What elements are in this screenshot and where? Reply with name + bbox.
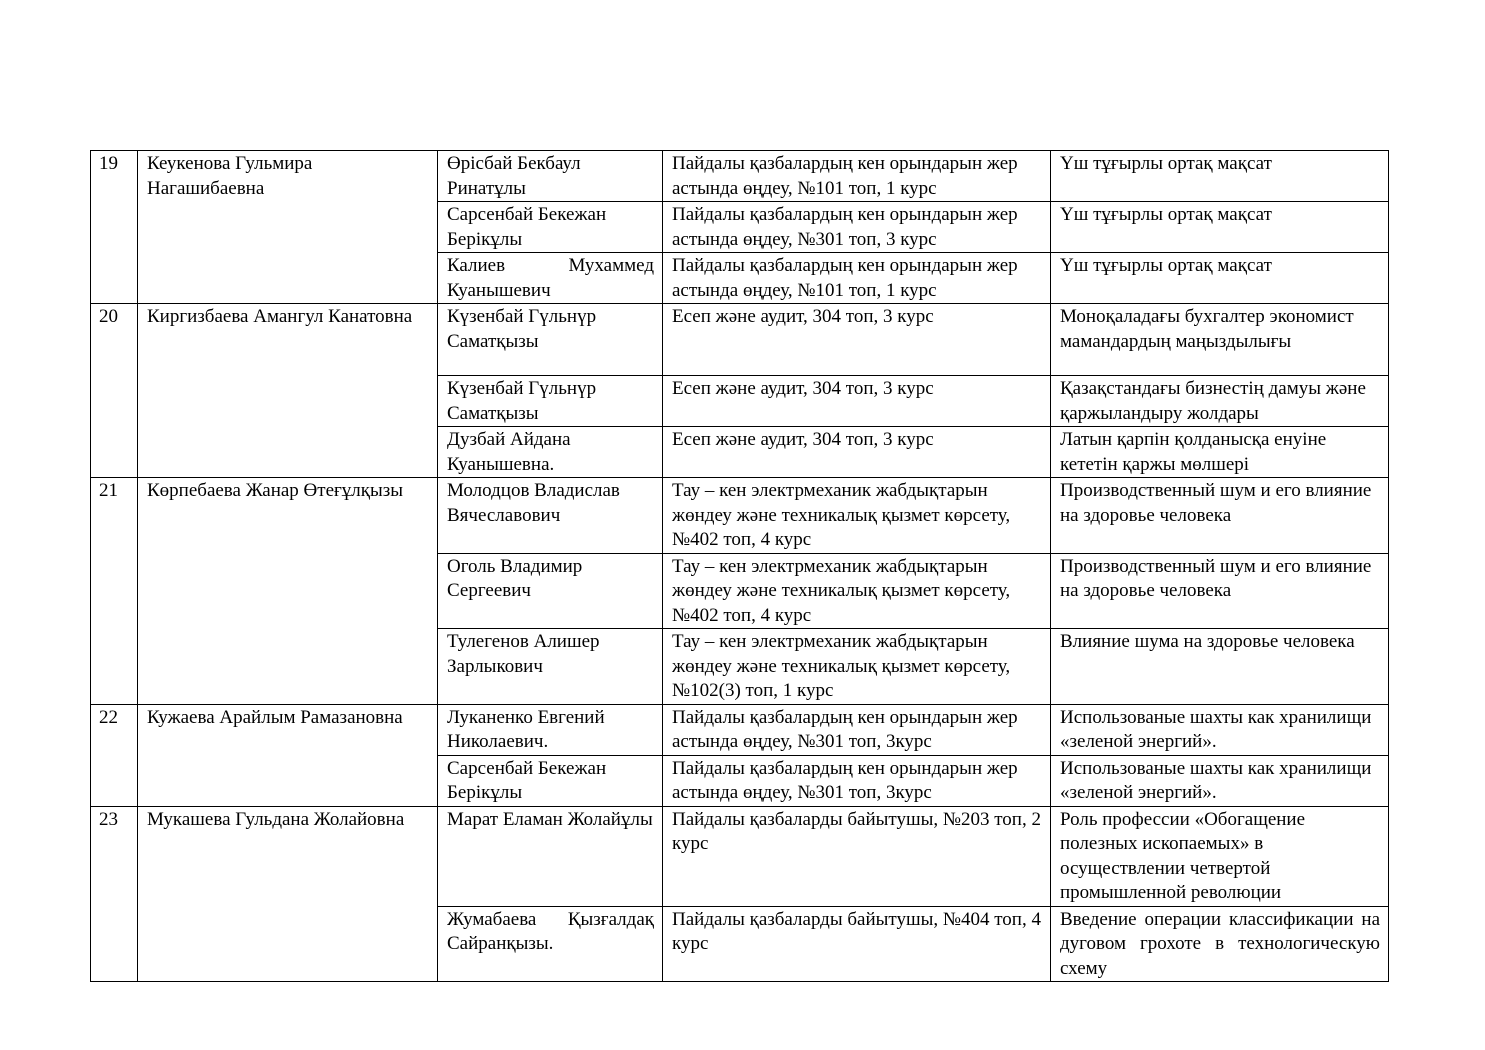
topic-cell: Производственный шум и его влияние на здоровье человека xyxy=(1051,553,1389,629)
topic-cell: Использованые шахты как хранилищи «зеленой энергий». xyxy=(1051,704,1389,755)
row-number: 21 xyxy=(91,478,138,705)
program-cell: Пайдалы қазбаларды байытушы, №404 топ, 4 курс xyxy=(663,906,1051,982)
assignment-table xyxy=(90,150,1389,982)
student-name: Молодцов Владислав Вячеславович xyxy=(438,478,663,554)
student-name: Күзенбай Гүльнүр Саматқызы xyxy=(438,376,663,427)
student-name: Оголь Владимир Сергеевич xyxy=(438,553,663,629)
topic-cell: Введение операции классификации на дуговом грохоте в технологическую схему xyxy=(1051,906,1389,982)
supervisor-name: Кеукенова Гульмира Нагашибаевна xyxy=(138,151,438,304)
program-cell: Тау – кен электрмеханик жабдықтарын жөндеу және техникалық қызмет көрсету, №402 топ, 4 курс xyxy=(663,553,1051,629)
student-name: Өрісбай Бекбаул Ринатұлы xyxy=(438,151,663,202)
student-name: Марат Еламан Жолайұлы xyxy=(438,806,663,906)
topic-cell: Үш тұғырлы ортақ мақсат xyxy=(1051,253,1389,304)
program-cell: Пайдалы қазбалардың кен орындарын жер астында өңдеу, №101 топ, 1 курс xyxy=(663,253,1051,304)
student-name: Калиев Мухаммед Куанышевич xyxy=(438,253,663,304)
topic-cell: Использованые шахты как хранилищи «зеленой энергий». xyxy=(1051,755,1389,806)
topic-cell: Қазақстандағы бизнестің дамуы және қаржыландыру жолдары xyxy=(1051,376,1389,427)
student-name: Луканенко Евгений Николаевич. xyxy=(438,704,663,755)
table-row xyxy=(91,304,1389,376)
row-number: 19 xyxy=(91,151,138,304)
supervisor-name: Көрпебаева Жанар Өтеғұлқызы xyxy=(138,478,438,705)
program-cell: Тау – кен электрмеханик жабдықтарын жөндеу және техникалық қызмет көрсету, №102(3) топ, 1 курс xyxy=(663,629,1051,705)
program-cell: Пайдалы қазбалардың кен орындарын жер астында өңдеу, №301 топ, 3курс xyxy=(663,755,1051,806)
topic-cell: Моноқаладағы бухгалтер экономист мамандардың маңыздылығы xyxy=(1051,304,1389,376)
topic-cell: Үш тұғырлы ортақ мақсат xyxy=(1051,151,1389,202)
table-row xyxy=(91,806,1389,906)
topic-cell: Латын қарпін қолданысқа енуіне кететін қаржы мөлшері xyxy=(1051,427,1389,478)
student-name: Күзенбай Гүльнүр Саматқызы xyxy=(438,304,663,376)
table-row xyxy=(91,704,1389,755)
row-number: 23 xyxy=(91,806,138,982)
student-name: Сарсенбай Бекежан Берікұлы xyxy=(438,755,663,806)
topic-cell: Роль профессии «Обогащение полезных ископаемых» в осуществлении четвертой промышленной революции xyxy=(1051,806,1389,906)
program-cell: Есеп және аудит, 304 топ, 3 курс xyxy=(663,376,1051,427)
program-cell: Тау – кен электрмеханик жабдықтарын жөндеу және техникалық қызмет көрсету, №402 топ, 4 курс xyxy=(663,478,1051,554)
supervisor-name: Мукашева Гульдана Жолайовна xyxy=(138,806,438,982)
table-row xyxy=(91,151,1389,202)
program-cell: Пайдалы қазбалардың кен орындарын жер астында өңдеу, №301 топ, 3курс xyxy=(663,704,1051,755)
topic-cell: Влияние шума на здоровье человека xyxy=(1051,629,1389,705)
program-cell: Пайдалы қазбаларды байытушы, №203 топ, 2 курс xyxy=(663,806,1051,906)
table-row xyxy=(91,478,1389,554)
student-name: Дузбай Айдана Куанышевна. xyxy=(438,427,663,478)
topic-cell: Производственный шум и его влияние на здоровье человека xyxy=(1051,478,1389,554)
student-name: Тулегенов Алишер Зарлыкович xyxy=(438,629,663,705)
student-name: Жумабаева Қызғалдақ Сайранқызы. xyxy=(438,906,663,982)
row-number: 22 xyxy=(91,704,138,806)
program-cell: Есеп және аудит, 304 топ, 3 курс xyxy=(663,304,1051,376)
topic-cell: Үш тұғырлы ортақ мақсат xyxy=(1051,202,1389,253)
program-cell: Пайдалы қазбалардың кен орындарын жер астында өңдеу, №301 топ, 3 курс xyxy=(663,202,1051,253)
supervisor-name: Кужаева Арайлым Рамазановна xyxy=(138,704,438,806)
student-name: Сарсенбай Бекежан Берікұлы xyxy=(438,202,663,253)
supervisor-name: Киргизбаева Амангул Канатовна xyxy=(138,304,438,478)
row-number: 20 xyxy=(91,304,138,478)
program-cell: Есеп және аудит, 304 топ, 3 курс xyxy=(663,427,1051,478)
program-cell: Пайдалы қазбалардың кен орындарын жер астында өңдеу, №101 топ, 1 курс xyxy=(663,151,1051,202)
